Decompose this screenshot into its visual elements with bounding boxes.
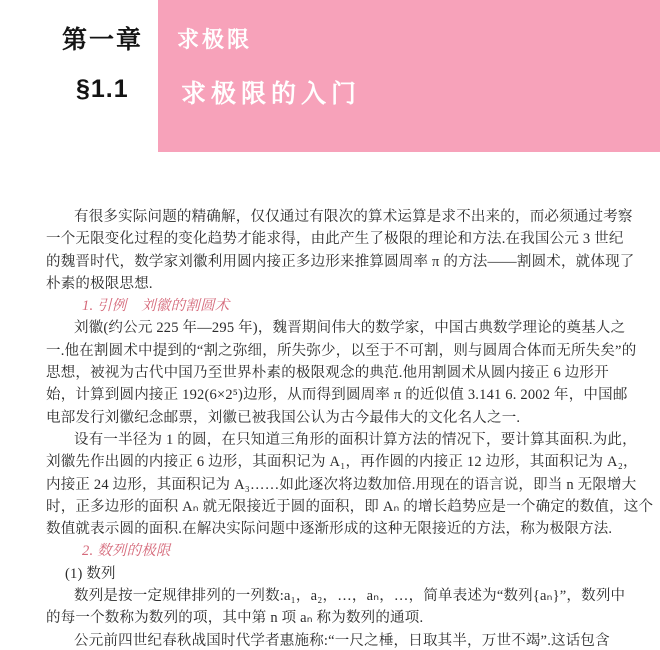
section-title: 求极限的入门 — [181, 80, 362, 108]
text-line: 始，计算到圆内接正 192(6×2⁵)边形，从而得到圆周率 π 的近似值 3.141 6. 2002 年，中国邮 — [46, 387, 628, 404]
text-line: 的魏晋时代，数学家刘徽利用圆内接正多边形来推算圆周率 π 的方法——割圆术，就体现了 — [46, 253, 635, 270]
text-line: 有很多实际问题的精确解，仅仅通过有限次的算术运算是求不出来的，而必须通过考察 — [74, 209, 633, 225]
section-number: §1.1 — [76, 75, 129, 103]
text-line: 一个无限变化过程的变化趋势才能求得，由此产生了极限的理论和方法.在我国公元 3 世纪 — [46, 231, 624, 248]
text-line: 的每一个数称为数列的项，其中第 n 项 aₙ 称为数列的通项. — [46, 610, 424, 627]
text-line: 内接正 24 边形，其面积记为 A₃……如此逐次将边数加倍.用现在的语言说，即当 n 无限增大 — [46, 476, 637, 493]
chapter-title: 求极限 — [177, 27, 253, 52]
subsection-heading: 2. 数列的极限 — [82, 543, 171, 560]
text-line: 设有一半径为 1 的圆，在只知道三角形的面积计算方法的情况下，要计算其面积.为此， — [74, 431, 637, 448]
chapter-number: 第一章 — [62, 26, 144, 54]
content-lines — [46, 206, 654, 650]
text-line: 时，正多边形的面积 Aₙ 就无限接近于圆的面积，即 Aₙ 的增长趋势应是一个确定的数值，这个 — [46, 498, 654, 515]
text-line: 公元前四世纪春秋战国时代学者惠施称:“一尺之棰，日取其半，万世不竭”.这话包含 — [74, 632, 610, 649]
text-line: 数列是按一定规律排列的一列数:a₁，a₂，…，aₙ，…，简单表述为“数列{aₙ}”，数列中 — [74, 588, 626, 605]
subsection-heading: 1. 引例 刘徽的割圆术 — [82, 298, 230, 315]
text-line: 电部发行刘徽纪念邮票，刘徽已被我国公认为古今最伟大的文化名人之一. — [46, 409, 521, 426]
text-line: 刘徽先作出圆的内接正 6 边形，其面积记为 A₁，再作圆的内接正 12 边形，其面积记为 A₂， — [46, 454, 638, 471]
text-line: 朴素的极限思想. — [46, 275, 153, 292]
text-line: 刘徽(约公元 225 年—295 年)，魏晋期间伟大的数学家，中国古典数学理论的奠基人之 — [74, 320, 626, 337]
text-line: 思想，被视为古代中国乃至世界朴素的极限观念的典范.他用割圆术从圆内接正 6 边形开 — [46, 365, 609, 382]
text-line: (1) 数列 — [65, 565, 116, 582]
page-body — [46, 206, 654, 650]
text-line: 一.他在割圆术中提到的“割之弥细，所失弥少，以至于不可割，则与圆周合体而无所失矣”的 — [46, 342, 637, 359]
text-line: 数值就表示圆的面积.在解决实际问题中逐渐形成的这种无限接近的方法，称为极限方法. — [46, 521, 613, 538]
